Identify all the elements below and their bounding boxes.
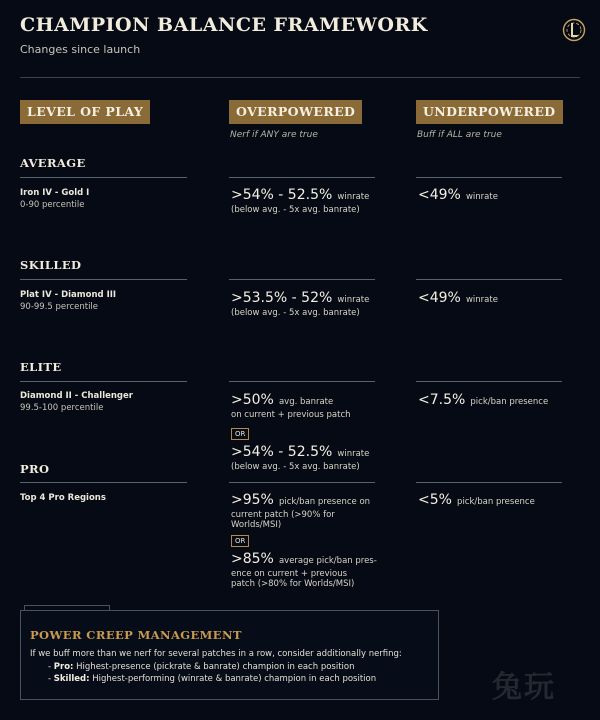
tier-divider	[20, 381, 187, 382]
overpowered-criterion	[231, 287, 369, 318]
watermark: 兔玩	[492, 670, 556, 705]
tier-divider	[20, 177, 187, 178]
criterion-detail: (below avg. - 5x avg. banrate)	[231, 204, 360, 215]
overpowered-header: OVERPOWERED	[229, 100, 362, 124]
criterion-value: >54% - 52.5%	[231, 187, 333, 203]
criterion-label: winrate	[465, 192, 498, 202]
power-creep-panel	[20, 610, 439, 700]
criterion-detail: Worlds/MSI)	[231, 520, 282, 531]
criterion-label: winrate	[337, 449, 370, 459]
criterion-value: <49%	[418, 187, 461, 203]
criterion-label: pick/ban presence	[470, 397, 549, 407]
overpowered-note: Nerf if ANY are true	[230, 130, 318, 140]
level-of-play-header: LEVEL OF PLAY	[20, 100, 150, 124]
tier-average	[20, 156, 190, 170]
tier-name: SKILLED	[20, 258, 82, 272]
criterion-value: <5%	[418, 492, 452, 508]
criterion-value: >53.5% - 52%	[231, 290, 333, 306]
underpowered-criterion	[418, 287, 498, 308]
power-creep-intro: If we buff more than we nerf for several patches in a row, consider additionally nerfing:	[30, 649, 402, 659]
criterion-label: average pick/ban pres-	[278, 556, 377, 566]
criterion-value: >50%	[231, 392, 274, 408]
underpowered-criterion	[418, 489, 535, 510]
underpowered-header: UNDERPOWERED	[416, 100, 563, 124]
tier-elite	[20, 360, 190, 374]
bullet: -	[48, 674, 54, 684]
tier-divider	[229, 482, 375, 483]
tier-name: ELITE	[20, 360, 62, 374]
page-title: CHAMPION BALANCE FRAMEWORK	[20, 14, 428, 36]
item-text: Highest-presence (pickrate & banrate) champion in each position	[73, 662, 355, 672]
tier-divider	[20, 279, 187, 280]
criterion-value: >54% - 52.5%	[231, 444, 333, 460]
tier-divider	[20, 482, 187, 483]
criterion-value: <49%	[418, 290, 461, 306]
criterion-label: winrate	[465, 295, 498, 305]
power-creep-title: POWER CREEP MANAGEMENT	[30, 628, 242, 642]
item-label: Skilled:	[53, 674, 90, 684]
tier-percentile: 0-90 percentile	[20, 200, 85, 210]
tier-rank: Plat IV - Diamond III	[20, 290, 117, 300]
list-item	[48, 662, 355, 672]
criterion-detail: on current + previous patch	[231, 409, 351, 420]
criterion-detail: patch (>80% for Worlds/MSI)	[231, 579, 355, 590]
criterion-label: pick/ban presence	[457, 497, 535, 507]
criterion-label: pick/ban presence on	[278, 497, 371, 507]
criterion-detail: current patch (>90% for	[231, 509, 335, 520]
tier-divider	[229, 279, 375, 280]
tier-divider	[416, 279, 562, 280]
criterion-detail: (below avg. - 5x avg. banrate)	[231, 307, 360, 318]
criterion-detail: (below avg. - 5x avg. banrate)	[231, 461, 360, 472]
tier-divider	[416, 482, 562, 483]
tier-divider	[416, 381, 562, 382]
tier-name: PRO	[20, 462, 50, 476]
underpowered-criterion	[418, 389, 548, 410]
tier-pro	[20, 462, 190, 476]
overpowered-criterion	[231, 441, 369, 472]
overpowered-criterion	[231, 489, 370, 531]
underpowered-criterion	[418, 184, 498, 205]
league-logo-icon	[562, 18, 586, 42]
tier-percentile: 99.5-100 percentile	[20, 403, 104, 413]
criterion-label: winrate	[337, 295, 370, 305]
tier-rank: Diamond II - Challenger	[20, 391, 133, 401]
page-subtitle: Changes since launch	[20, 43, 141, 56]
list-item	[48, 674, 376, 684]
header-divider	[20, 77, 580, 78]
item-text: Highest-performing (winrate & banrate) champion in each position	[89, 674, 377, 684]
criterion-value: <7.5%	[418, 392, 466, 408]
tier-rank: Iron IV - Gold I	[20, 188, 90, 198]
tier-skilled	[20, 258, 190, 272]
underpowered-note: Buff if ALL are true	[417, 130, 502, 140]
tier-name: AVERAGE	[20, 156, 86, 170]
overpowered-criterion	[231, 548, 377, 590]
item-label: Pro:	[53, 662, 74, 672]
overpowered-criterion	[231, 184, 369, 215]
tier-percentile: 90-99.5 percentile	[20, 302, 99, 312]
tier-rank: Top 4 Pro Regions	[20, 493, 106, 503]
criterion-label: avg. banrate	[278, 397, 334, 407]
tier-divider	[229, 381, 375, 382]
or-badge: OR	[231, 428, 249, 440]
bullet: -	[48, 662, 54, 672]
criterion-value: >85%	[231, 551, 274, 567]
criterion-value: >95%	[231, 492, 274, 508]
tier-divider	[416, 177, 562, 178]
criterion-detail: ence on current + previous	[231, 568, 348, 579]
overpowered-criterion	[231, 389, 351, 420]
or-badge: OR	[231, 535, 249, 547]
tier-divider	[229, 177, 375, 178]
criterion-label: winrate	[337, 192, 370, 202]
